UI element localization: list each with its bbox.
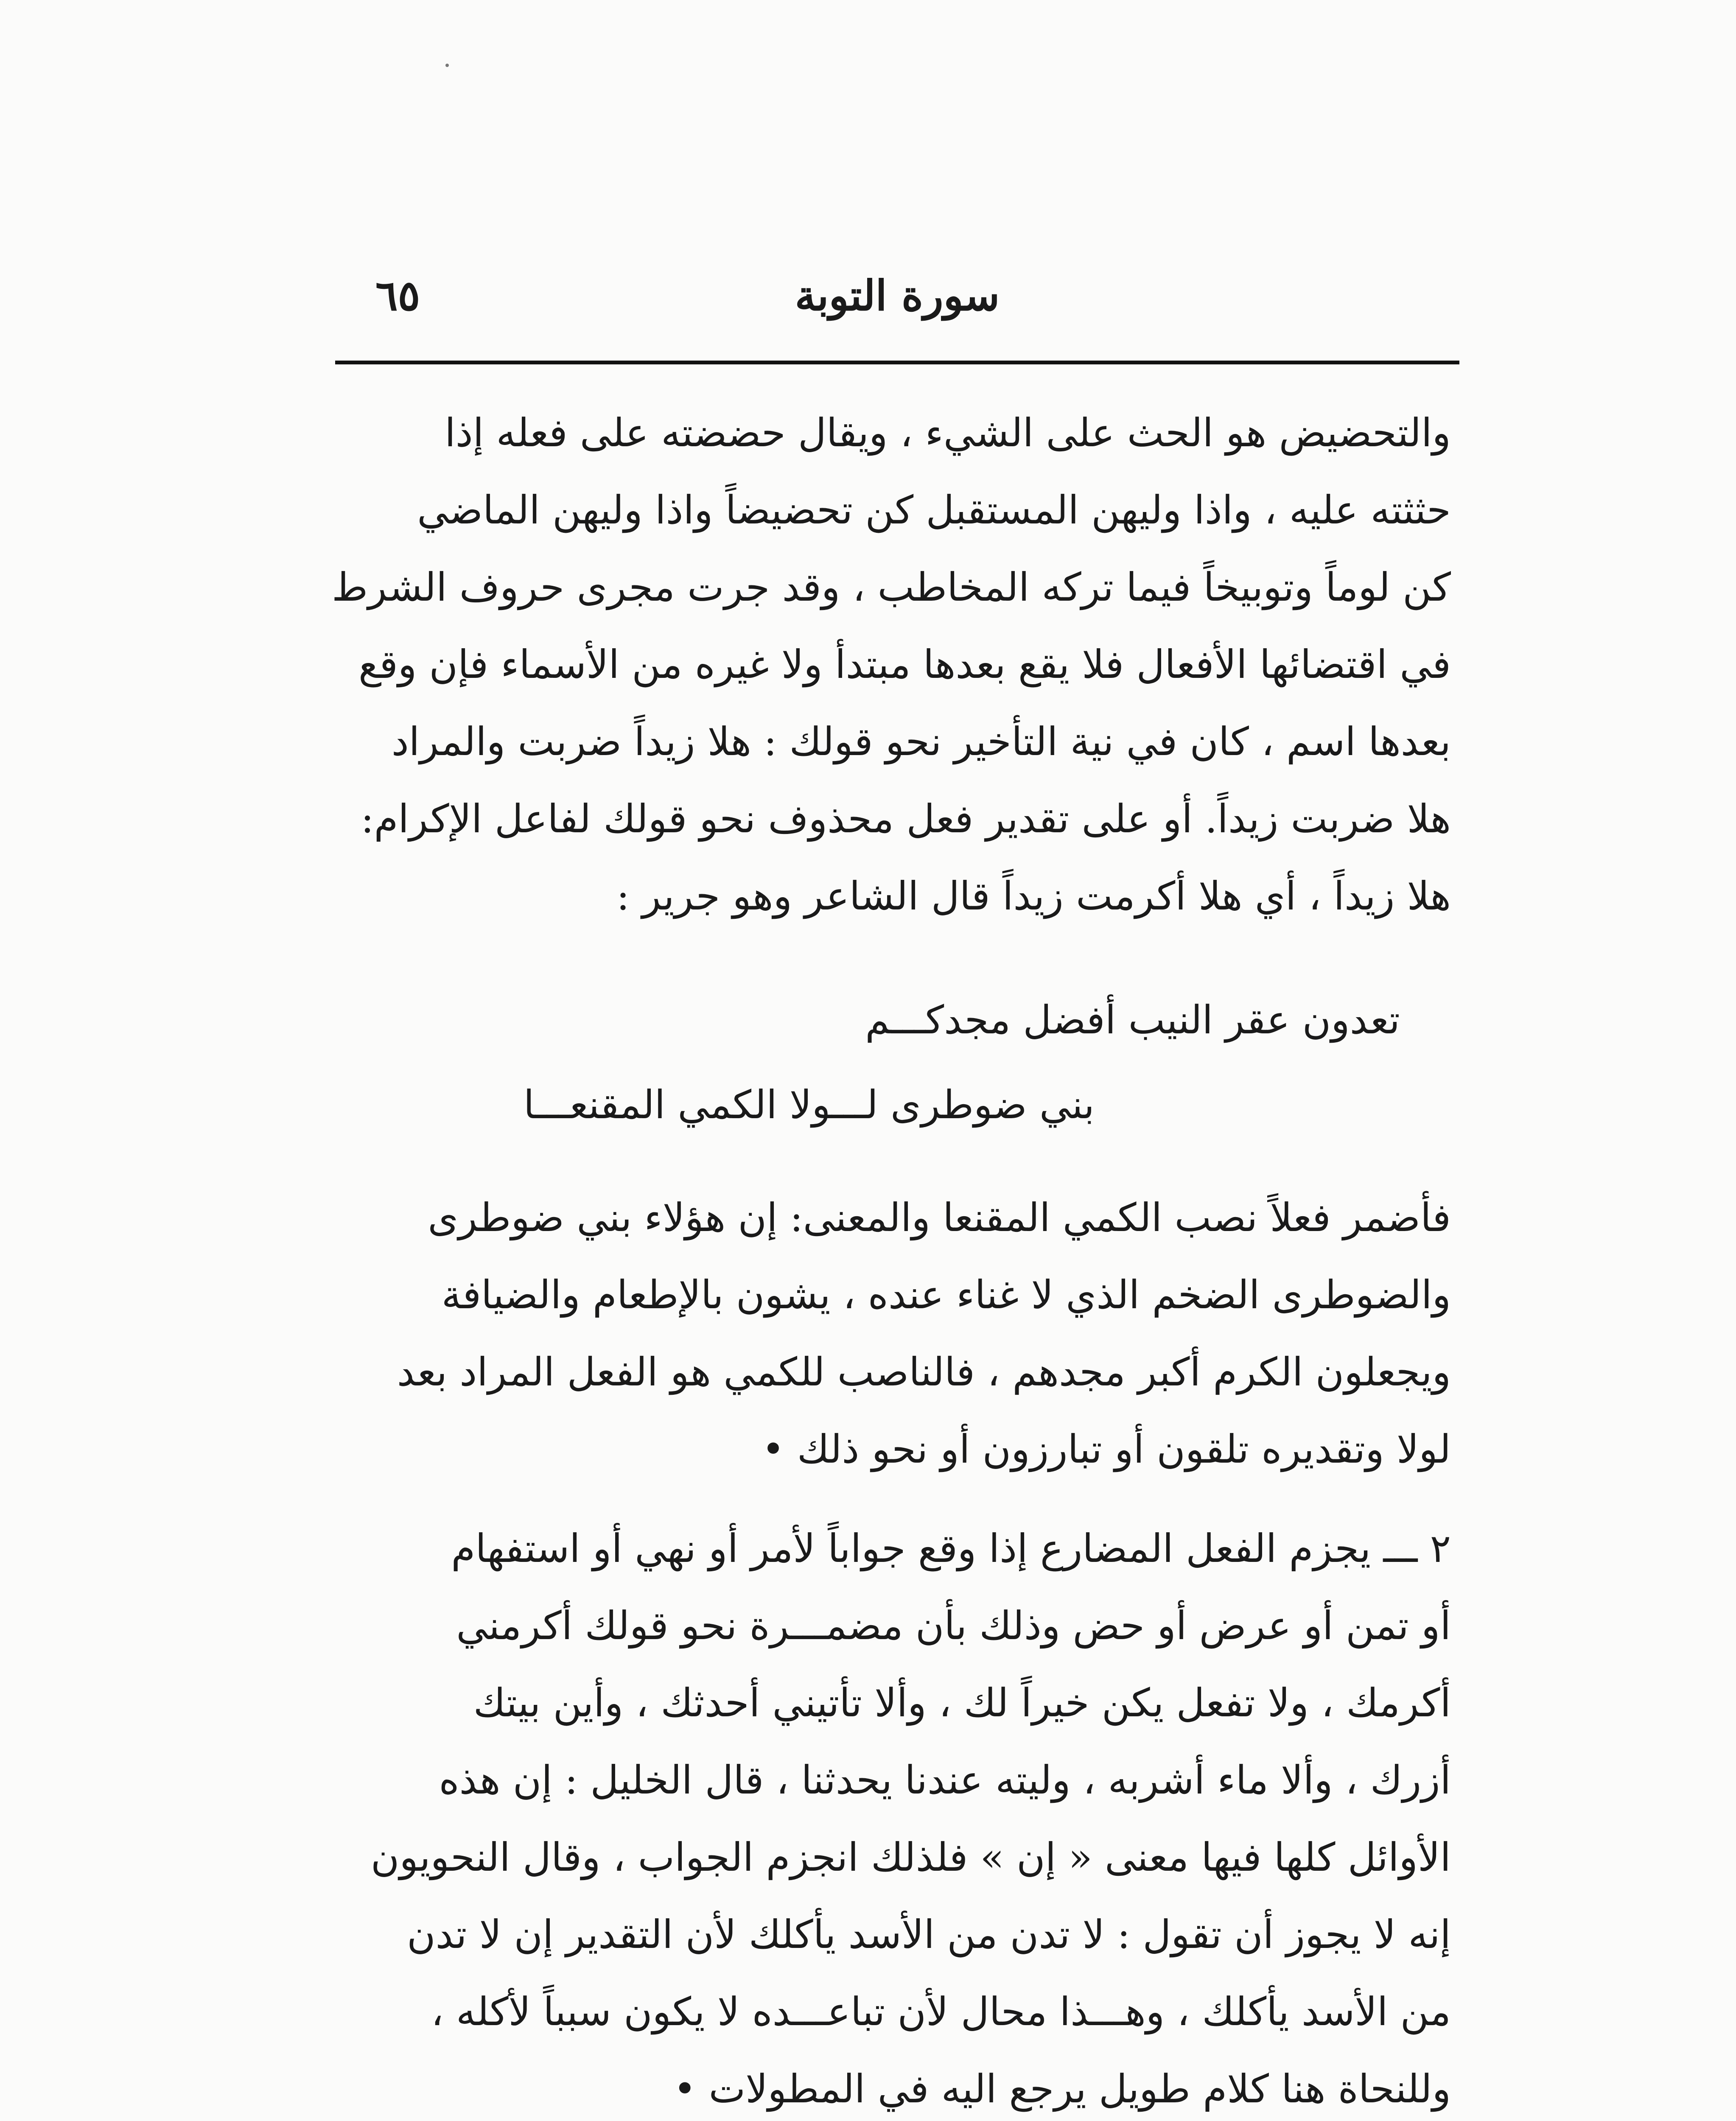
text-line: حثثته عليه ، واذا وليهن المستقبل كن تحضيضاً واذا وليهن الماضي (417, 487, 1451, 533)
text-line: والضوطرى الضخم الذي لا غناء عنده ، يشون بالإطعام والضيافة (441, 1272, 1451, 1318)
paragraph-1 (305, 395, 1451, 935)
text-line: ويجعلون الكرم أكبر مجدهم ، فالناصب للكمي هو الفعل المراد بعد (397, 1349, 1451, 1395)
text-line: من الأسد يأكلك ، وهـــذا محال لأن تباعـــده لا يكون سبباً لأكله ، (431, 1989, 1451, 2034)
text-line: لولا وتقديره تلقون أو تبارزون أو نحو ذلك • (762, 1427, 1451, 1472)
text-line: فأضمر فعلاً نصب الكمي المقنعا والمعنى: إن هؤلاء بني ضوطرى (428, 1195, 1451, 1240)
scan-speck (445, 64, 449, 67)
text-line: إنه لا يجوز أن تقول : لا تدن من الأسد يأكلك لأن التقدير إن لا تدن (407, 1912, 1451, 1957)
text-line: هلا ضربت زيداً. أو على تقدير فعل محذوف نحو قولك لفاعل الإكرام: (361, 796, 1451, 842)
text-line: بعدها اسم ، كان في نية التأخير نحو قولك : هلا زيداً ضربت والمراد (391, 719, 1451, 764)
text-line: أكرمك ، ولا تفعل يكن خيراً لك ، وألا تأتيني أحدثك ، وأين بيتك (473, 1680, 1451, 1726)
text-line: الأوائل كلها فيها معنى « إن » فلذلك انجزم الجواب ، وقال النحويون (370, 1835, 1451, 1880)
text-line: في اقتضائها الأفعال فلا يقع بعدها مبتدأ ولا غيره من الأسماء فإن وقع (358, 642, 1451, 687)
text-line: كن لوماً وتوبيخاً فيما تركه المخاطب ، وقد جرت مجرى حروف الشرط (332, 565, 1451, 610)
page-header (335, 259, 1459, 318)
verse-line-2: بني ضوطرى لـــولا الكمي المقنعـــا (523, 1082, 1095, 1128)
text-line: هلا زيداً ، أي هلا أكرمت زيداً قال الشاعر وهو جرير : (616, 873, 1451, 919)
text-line: أزرك ، وألا ماء أشربه ، وليته عندنا يحدثنا ، قال الخليل : إن هذه (439, 1757, 1451, 1803)
running-title: سورة التوبة (795, 271, 1000, 320)
text-line: والتحضيض هو الحث على الشيء ، ويقال حضضته على فعله إذا (445, 410, 1451, 456)
paragraph-3 (305, 1510, 1451, 2121)
text-line: ٢ ـــ يجزم الفعل المضارع إذا وقع جواباً لأمر أو نهي أو استفهام (451, 1526, 1451, 1571)
text-line: أو تمن أو عرض أو حض وذلك بأن مضمـــرة نحو قولك أكرمني (456, 1603, 1451, 1648)
paragraph-2 (305, 1179, 1451, 1488)
text-line: وللنحاة هنا كلام طويل يرجع اليه في المطولات • (673, 2066, 1451, 2112)
verse-line-1: تعدون عقر النيب أفضل مجدكـــم (865, 997, 1400, 1043)
header-rule (335, 361, 1459, 364)
page-number: ٦٥ (375, 271, 420, 320)
